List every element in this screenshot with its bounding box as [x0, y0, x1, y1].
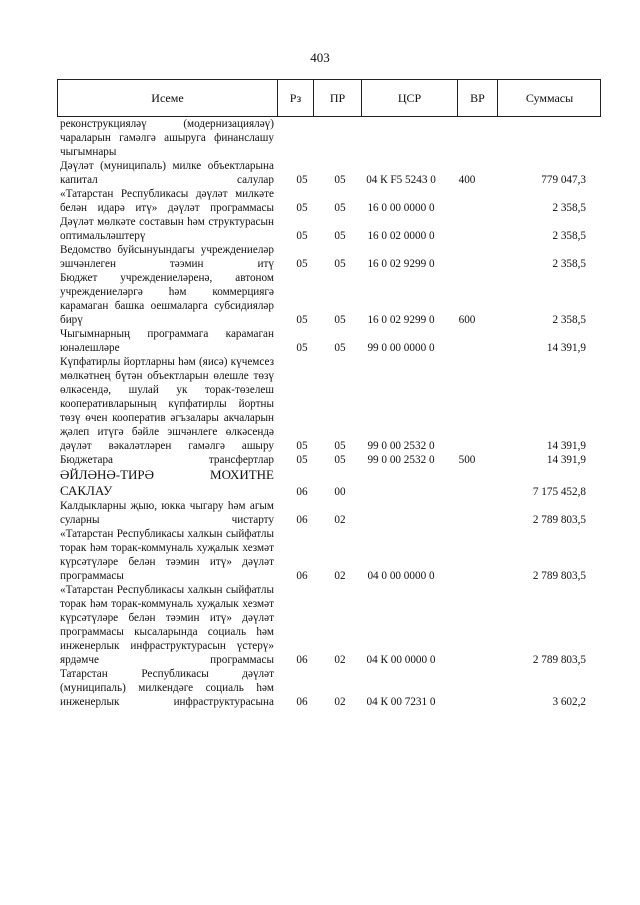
table-header: [57, 79, 601, 117]
row-name: Калдыкларны җыю, юкка чыгару һәм агым суларны чистарту: [60, 500, 274, 526]
row-rz: 06: [296, 696, 308, 708]
table-row: [60, 327, 605, 355]
row-pr: 02: [334, 514, 346, 526]
row-sum: 14 391,9: [546, 440, 586, 452]
row-name: Чыгымнарның программага карамаган юнәлешләре: [60, 328, 274, 354]
row-name: Дәүләт (муниципаль) милке объектларына капитал салулар: [60, 160, 274, 186]
row-pr: 05: [334, 454, 346, 466]
row-sum: 2 789 803,5: [532, 654, 586, 666]
table-body: [60, 117, 605, 709]
row-sum: 2 789 803,5: [532, 570, 586, 582]
table-row: [60, 187, 605, 215]
row-rz: 06: [296, 654, 308, 666]
row-name: Татарстан Республикасы дәүләт (муниципаль) милкендәге социаль һәм инженерлык инфраструктурасына: [60, 668, 274, 708]
row-csr: 04 0 00 0000 0: [367, 570, 435, 582]
table-row: [60, 467, 605, 499]
table-row: [60, 499, 605, 527]
row-csr: 99 0 00 2532 0: [367, 440, 435, 452]
row-csr: 04 К 00 7231 0: [366, 696, 436, 708]
row-sum: 2 358,5: [552, 202, 586, 214]
row-pr: 02: [334, 696, 346, 708]
row-name: ӘЙЛӘНӘ-ТИРӘ МОХИТНЕ САКЛАУ: [60, 467, 274, 498]
row-vr: 400: [458, 174, 476, 186]
table-row: [60, 117, 605, 159]
header-vr: ВР: [457, 80, 497, 116]
table-row: [60, 453, 605, 467]
row-sum: 2 789 803,5: [532, 514, 586, 526]
row-rz: 06: [296, 514, 308, 526]
row-rz: 05: [296, 440, 308, 452]
row-csr: 16 0 00 0000 0: [367, 202, 435, 214]
row-pr: 05: [334, 174, 346, 186]
row-sum: 779 047,3: [541, 174, 586, 186]
row-sum: 2 358,5: [552, 230, 586, 242]
row-rz: 06: [296, 570, 308, 582]
page-number: 403: [310, 50, 330, 65]
table-row: [60, 667, 605, 709]
row-pr: 05: [334, 230, 346, 242]
header-rz: Рз: [277, 80, 313, 116]
row-csr: 04 К 00 0000 0: [366, 654, 436, 666]
row-pr: 05: [334, 314, 346, 326]
row-pr: 00: [334, 486, 346, 498]
row-name: «Татарстан Республикасы халкын сыйфатлы торак һәм торак-коммуналь хуҗалык хезмәт күрсәтүләре белән тәэмин итү» дәүләт программасы кысаларында социаль һәм инженерлык инфраструктурасын үстерү» ярдәмче программасы: [60, 584, 274, 666]
row-csr: 16 0 02 9299 0: [367, 314, 435, 326]
row-rz: 05: [296, 258, 308, 270]
table-row: [60, 159, 605, 187]
header-pr: ПР: [313, 80, 361, 116]
row-csr: 99 0 00 2532 0: [367, 454, 435, 466]
row-name: «Татарстан Республикасы халкын сыйфатлы торак һәм торак-коммуналь хуҗалык хезмәт күрсәтүләре белән тәэмин итү» дәүләт программасы: [60, 528, 274, 582]
row-vr: 500: [458, 454, 476, 466]
row-sum: 14 391,9: [546, 342, 586, 354]
row-pr: 02: [334, 654, 346, 666]
row-sum: 7 175 452,8: [532, 486, 586, 498]
row-name: Дәүләт мөлкәте составын һәм структурасын оптимальләштерү: [60, 216, 274, 242]
row-csr: 16 0 02 9299 0: [367, 258, 435, 270]
header-csr: ЦСР: [361, 80, 457, 116]
row-name: реконструкцияләү (модернизацияләү) чараларын гамәлгә ашыруга финанслашу чыгымнары: [60, 118, 274, 158]
row-rz: 05: [296, 342, 308, 354]
row-rz: 05: [296, 202, 308, 214]
row-rz: 05: [296, 230, 308, 242]
row-sum: 2 358,5: [552, 258, 586, 270]
row-pr: 05: [334, 258, 346, 270]
row-csr: 04 К F5 5243 0: [366, 174, 436, 186]
row-rz: 05: [296, 454, 308, 466]
row-name: Ведомство буйсынуындагы учреждениеләр эшчәнлеген тәэмин итү: [60, 244, 274, 270]
row-csr: 16 0 02 0000 0: [367, 230, 435, 242]
row-vr: 600: [458, 314, 476, 326]
table-row: [60, 527, 605, 583]
row-name: «Татарстан Республикасы дәүләт милкәте белән идарә итү» дәүләт программасы: [60, 188, 274, 214]
table-row: [60, 355, 605, 453]
row-pr: 05: [334, 202, 346, 214]
header-sum: Суммасы: [497, 80, 601, 116]
row-pr: 02: [334, 570, 346, 582]
row-name: Бюджет учреждениеләренә, автоном учреждениеләргә һәм коммерциягә карамаган башка оешмаларга субсидияләр бирү: [60, 272, 274, 326]
table-row: [60, 271, 605, 327]
row-sum: 2 358,5: [552, 314, 586, 326]
table-row: [60, 215, 605, 243]
row-name: Күпфатирлы йортларны һәм (яисә) күчемсез мөлкәтнең бүтән объектларын өлешле төзү өлкәсендә, шулай ук торак-төзелеш кооперативларының күпфатирлы йортны төзү өчен кооператив әгъзалары акчаларын җәлеп итүгә бәйле эшчәнлеге өлкәсендә дәүләт вәкаләтләрен гамәлгә ашыру: [60, 356, 274, 452]
header-name: Исеме: [151, 91, 184, 105]
table-row: [60, 583, 605, 667]
row-sum: 14 391,9: [546, 454, 586, 466]
row-name: Бюджетара трансфертлар: [60, 454, 274, 466]
row-sum: 3 602,2: [552, 696, 586, 708]
row-rz: 05: [296, 174, 308, 186]
row-pr: 05: [334, 342, 346, 354]
row-csr: 99 0 00 0000 0: [367, 342, 435, 354]
table-row: [60, 243, 605, 271]
row-rz: 06: [296, 486, 308, 498]
row-pr: 05: [334, 440, 346, 452]
row-rz: 05: [296, 314, 308, 326]
